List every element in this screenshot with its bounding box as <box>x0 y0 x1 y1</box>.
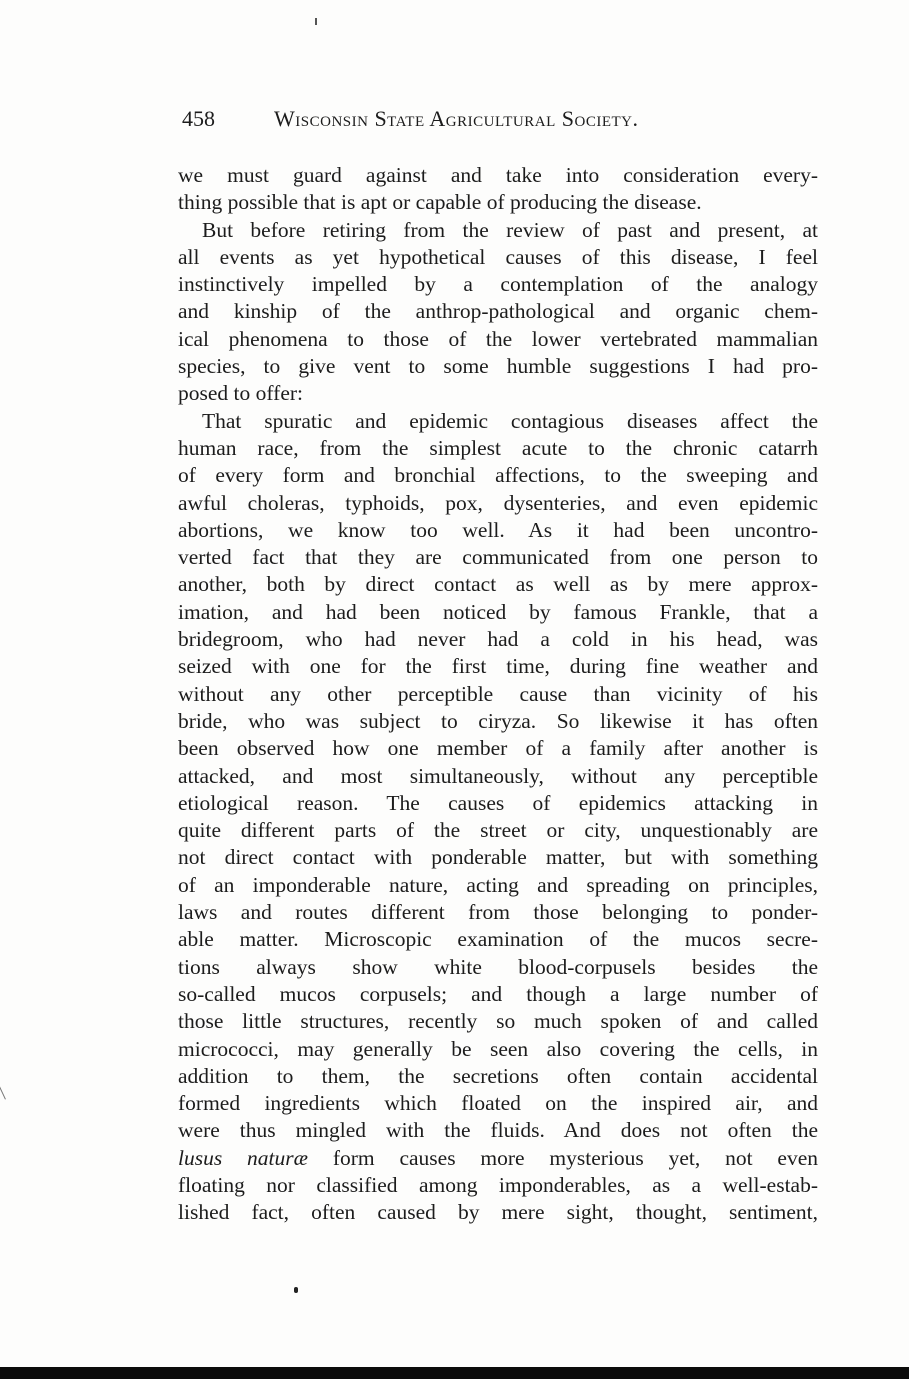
text-line: laws and routes different from those belonging to ponder- <box>178 900 818 925</box>
text-line: without any other perceptible cause than vicinity of his <box>178 681 818 706</box>
text-line: micrococci, may generally be seen also covering the cells, in <box>178 1036 818 1061</box>
text-line: etiological reason. The causes of epidemics attacking in <box>178 790 818 815</box>
text-line: posed to offer: <box>178 381 303 406</box>
text-line: so-called mucos corpusels; and though a large number of <box>178 981 818 1006</box>
text-line: ical phenomena to those of the lower vertebrated mammalian <box>178 326 818 351</box>
text-line: and kinship of the anthrop-pathological and organic chem- <box>178 299 818 324</box>
text-line: floating nor classified among imponderables, as a well-estab- <box>178 1172 818 1197</box>
text-line: quite different parts of the street or city, unquestionably are <box>178 818 818 843</box>
text-line: seized with one for the first time, during fine weather and <box>178 654 818 679</box>
text-line: we must guard against and take into consideration every- <box>178 163 818 187</box>
text-line: lished fact, often caused by mere sight, thought, sentiment, <box>178 1200 818 1225</box>
text-line: were thus mingled with the fluids. And does not often the <box>178 1118 818 1143</box>
text-line: able matter. Microscopic examination of the mucos secre- <box>178 927 818 952</box>
page-header <box>182 106 814 142</box>
text-line: imation, and had been noticed by famous Frankle, that a <box>178 599 818 624</box>
text-line: awful choleras, typhoids, pox, dysenteries, and even epidemic <box>178 490 818 515</box>
scan-bottom-edge <box>0 1367 909 1379</box>
text-line: abortions, we know too well. As it had been uncontro- <box>178 517 818 542</box>
text-line: verted fact that they are communicated from one person to <box>178 545 818 570</box>
text-line: bride, who was subject to ciryza. So likewise it has often <box>178 708 818 733</box>
text-line-rest: form causes more mysterious yet, not even <box>307 1145 818 1170</box>
text-line: been observed how one member of a family after another is <box>178 736 818 761</box>
paragraph-first-line: But before retiring from the review of past and present, at <box>202 217 818 242</box>
text-line: formed ingredients which floated on the inspired air, and <box>178 1091 818 1116</box>
body-text <box>178 162 818 1227</box>
italic-phrase: lusus naturæ <box>178 1145 308 1170</box>
text-line: of an imponderable nature, acting and spreading on principles, <box>178 872 818 897</box>
text-line: of every form and bronchial affections, to the sweeping and <box>178 463 818 488</box>
text-line: all events as yet hypothetical causes of this disease, I feel <box>178 244 818 269</box>
paragraph-first-line: That spuratic and epidemic contagious diseases affect the <box>202 408 818 433</box>
text-line-with-italic <box>178 1145 818 1172</box>
text-line: species, to give vent to some humble suggestions I had pro- <box>178 354 818 379</box>
ink-dot <box>294 1287 298 1293</box>
running-title: Wisconsin State Agricultural Society. <box>274 106 639 131</box>
text-line: not direct contact with ponderable matter, but with something <box>178 845 818 870</box>
text-line: thing possible that is apt or capable of producing the disease. <box>178 190 702 215</box>
text-line: those little structures, recently so much spoken of and called <box>178 1009 818 1034</box>
text-line: bridegroom, who had never had a cold in his head, was <box>178 627 818 652</box>
page-number: 458 <box>182 106 215 131</box>
text-line: addition to them, the secretions often contain accidental <box>178 1063 818 1088</box>
print-mark-top <box>315 18 317 25</box>
text-line: tions always show white blood-corpusels besides the <box>178 954 818 979</box>
text-line: instinctively impelled by a contemplation of the analogy <box>178 272 818 297</box>
text-line: attacked, and most simultaneously, without any perceptible <box>178 763 818 788</box>
text-line: another, both by direct contact as well as by mere approx- <box>178 572 818 597</box>
scan-mark-left <box>0 1086 6 1099</box>
text-line: human race, from the simplest acute to the chronic catarrh <box>178 435 818 460</box>
